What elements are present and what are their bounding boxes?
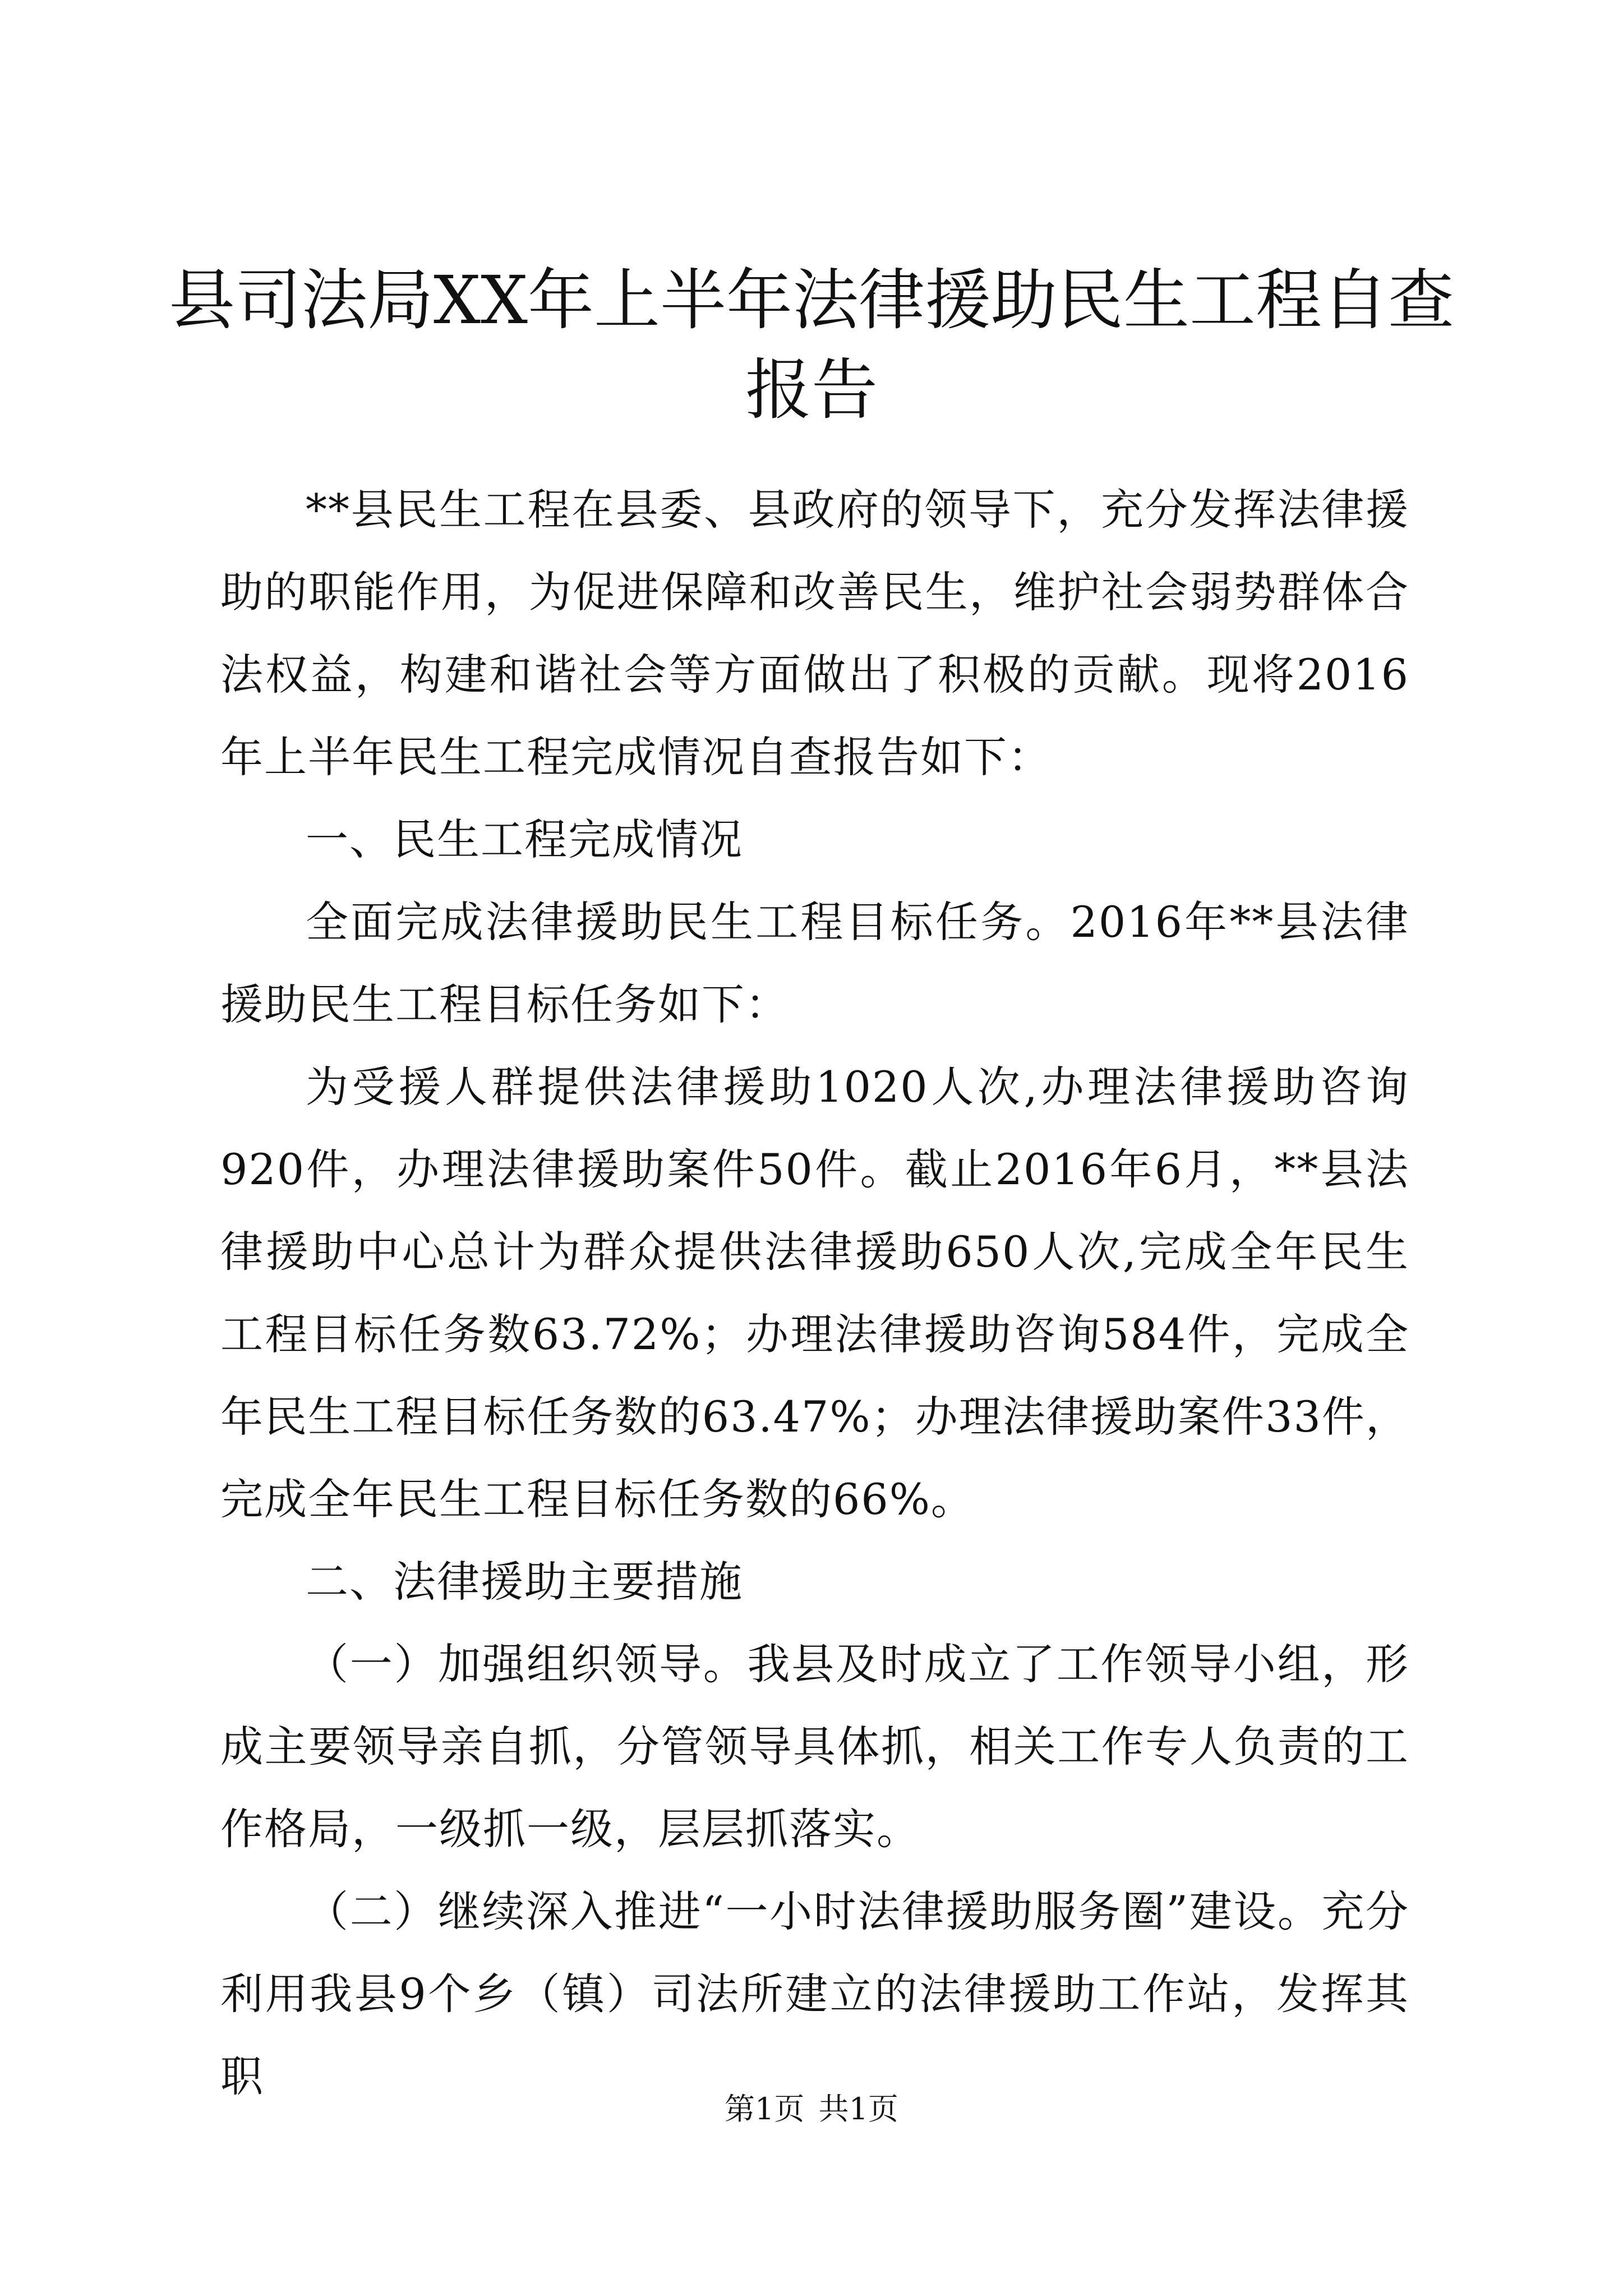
document-title: 县司法局XX年上半年法律援助民生工程自查报告 <box>168 261 1454 429</box>
section-heading-1: 一、民生工程完成情况 <box>306 815 743 864</box>
paragraph-targets: 全面完成法律援助民生工程目标任务。2016年**县法律援助民生工程目标任务如下： <box>220 897 1409 1029</box>
section-heading-2: 二、法律援助主要措施 <box>306 1557 743 1607</box>
paragraph-progress: 为受援人群提供法律援助1020人次,办理法律援助咨询920件，办理法律援助案件50件。截止2016年6月，**县法律援助中心总计为群众提供法律援助650人次,完成全年民生工程目标任务数63.72%；办理法律援助咨询584件，完成全年民生工程目标任务数的63.47%；办理法律援助案件33件，完成全年民生工程目标任务数的66%。 <box>220 1062 1409 1524</box>
paragraph-measure-2: （二）继续深入推进“一小时法律援助服务圈”建设。充分利用我县9个乡（镇）司法所建立的法律援助工作站，发挥其职 <box>220 1887 1409 2101</box>
paragraph-intro: **县民生工程在县委、县政府的领导下，充分发挥法律援助的职能作用，为促进保障和改善民生，维护社会弱势群体合法权益，构建和谐社会等方面做出了积极的贡献。现将2016年上半年民生工程完成情况自查报告如下： <box>220 485 1409 782</box>
page-footer: 第1页 共1页 <box>725 2091 898 2127</box>
document-body <box>220 468 1409 2118</box>
paragraph-measure-1: （一）加强组织领导。我县及时成立了工作领导小组，形成主要领导亲自抓，分管领导具体抓，相关工作专人负责的工作格局，一级抓一级，层层抓落实。 <box>220 1639 1409 1854</box>
